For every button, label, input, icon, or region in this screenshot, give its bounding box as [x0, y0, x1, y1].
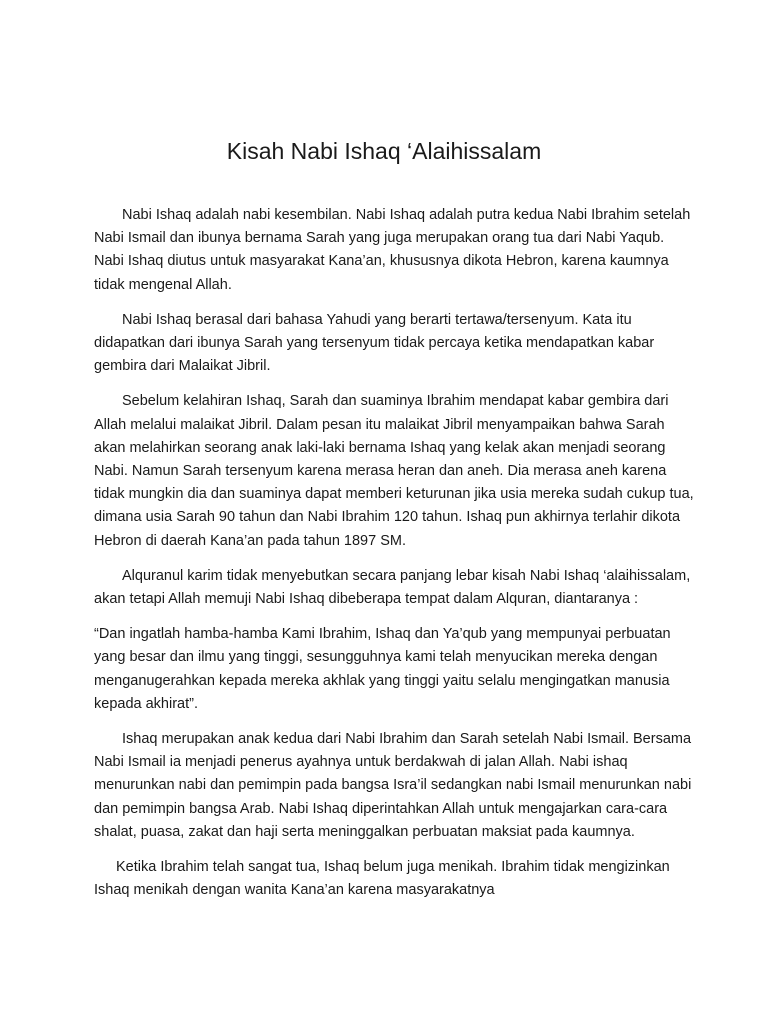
paragraph-4: Alquranul karim tidak menyebutkan secara panjang lebar kisah Nabi Ishaq ‘alaihissalam, akan tetapi Allah memuji Nabi Ishaq dibeberapa tempat dalam Alquran, diantaranya : — [94, 567, 691, 608]
quote-paragraph: “Dan ingatlah hamba-hamba Kami Ibrahim, Ishaq dan Ya’qub yang mempunyai perbuatan yang besar dan ilmu yang tinggi, sesungguhnya kami telah menyucikan mereka dengan menganugerahkan kepada mereka akhlak yang tinggi yaitu selalu mengingatkan manusia kepada akhirat”. — [94, 626, 671, 712]
document-title: Kisah Nabi Ishaq ‘Alaihissalam — [226, 138, 542, 164]
paragraph-2: Nabi Ishaq berasal dari bahasa Yahudi yang berarti tertawa/tersenyum. Kata itu didapatkan dari ibunya Sarah yang tersenyum tidak percaya ketika mendapatkan kabar gembira dari Malaikat Jibril. — [94, 311, 655, 375]
paragraph-7: Ketika Ibrahim telah sangat tua, Ishaq belum juga menikah. Ibrahim tidak mengizinkan Ishaq menikah dengan wanita Kana’an karena masyarakatnya — [94, 859, 670, 899]
paragraph-3: Sebelum kelahiran Ishaq, Sarah dan suaminya Ibrahim mendapat kabar gembira dari Allah melalui malaikat Jibril. Dalam pesan itu malaikat Jibril menyampaikan bahwa Sarah akan melahirkan seorang anak laki-laki bernama Ishaq yang kelak akan menjadi seorang Nabi. Namun Sarah tersenyum karena merasa heran dan aneh. Dia merasa aneh karena tidak mungkin dia dan suaminya dapat memberi keturunan jika usia mereka sudah cukup tua, dimana usia Sarah 90 tahun dan Nabi Ibrahim 120 tahun. Ishaq pun akhirnya terlahir dikota Hebron di daerah Kana’an pada tahun 1897 SM. — [94, 393, 694, 549]
document-body — [94, 204, 694, 914]
paragraph-6: Ishaq merupakan anak kedua dari Nabi Ibrahim dan Sarah setelah Nabi Ismail. Bersama Nabi Ismail ia menjadi penerus ayahnya untuk berdakwah di jalan Allah. Nabi ishaq menurunkan nabi dan pemimpin pada bangsa Isra’il sedangkan nabi Ismail menurunkan nabi dan pemimpin bangsa Arab. Nabi Ishaq diperintahkan Allah untuk mengajarkan cara-cara shalat, puasa, zakat dan haji serta meninggalkan perbuatan maksiat pada kaumnya. — [94, 731, 692, 840]
paragraph-1: Nabi Ishaq adalah nabi kesembilan. Nabi Ishaq adalah putra kedua Nabi Ibrahim setelah Nabi Ismail dan ibunya bernama Sarah yang juga merupakan orang tua dari Nabi Yaqub. Nabi Ishaq diutus untuk masyarakat Kana’an, khususnya dikota Hebron, karena kaumnya tidak mengenal Allah. — [94, 207, 691, 293]
